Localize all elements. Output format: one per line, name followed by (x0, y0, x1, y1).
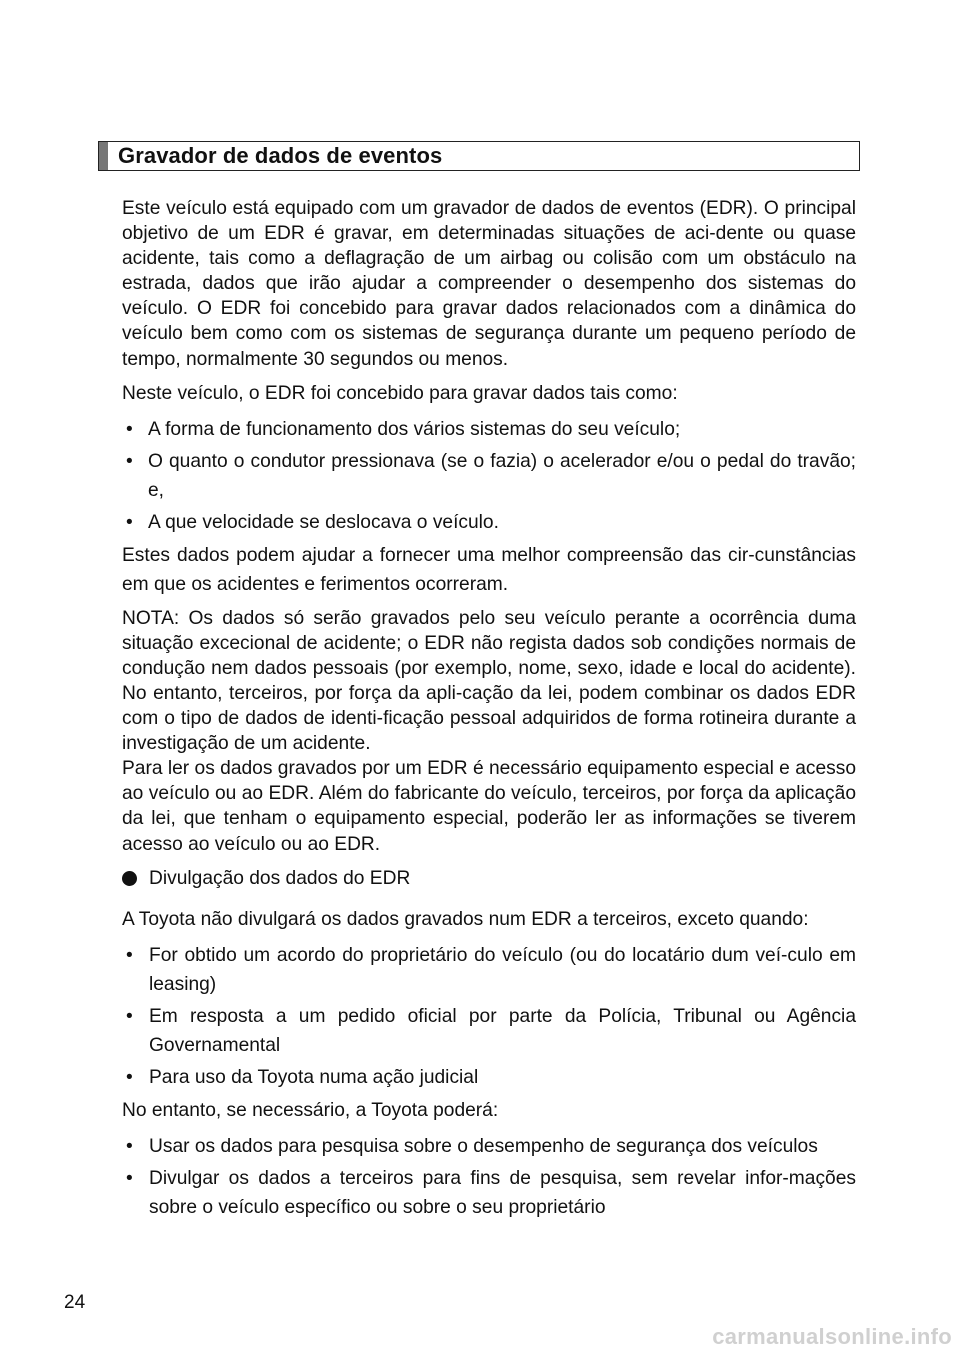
note-paragraph: NOTA: Os dados só serão gravados pelo seu veículo perante a ocorrência duma situação excecional de acidente; o EDR não regista dados sob condições normais de condução nem dados pessoais (por exemplo, nome, sexo, idade e local do acidente). No entanto, terceiros, por força da apli-cação da lei, podem combinar os dados EDR com o tipo de dados de identi-ficação pessoal adquiridos de forma rotineira durante a investigação de um acidente. (122, 607, 856, 755)
section-header (98, 141, 860, 171)
list-item: • A forma de funcionamento dos vários sistemas do seu veículo; (126, 418, 681, 440)
subsection-heading (122, 864, 856, 893)
permitted-items-list (122, 1132, 856, 1222)
help-paragraph: Estes dados podem ajudar a fornecer uma melhor compreensão das cir-cunstâncias em que os acidentes e ferimentos ocorreram. (122, 544, 856, 595)
however-paragraph: No entanto, se necessário, a Toyota poderá: (122, 1099, 499, 1121)
subsection-title: Divulgação dos dados do EDR (149, 867, 411, 889)
designed-paragraph: Neste veículo, o EDR foi concebido para gravar dados tais como: (122, 382, 678, 404)
section-title: Gravador de dados de eventos (118, 143, 443, 168)
watermark: carmanualsonline.info (712, 1324, 952, 1349)
read-paragraph: Para ler os dados gravados por um EDR é necessário equipamento especial e acesso ao veículo ou ao EDR. Além do fabricante do veículo, terceiros, por força da aplicação da lei, que tenham o equipamento especial, poderão ler as informações se tiverem acesso ao veículo ou ao EDR. (122, 758, 856, 855)
disclosure-items-list (122, 941, 856, 1092)
recorded-items-list (122, 415, 856, 537)
list-item: • Em resposta a um pedido oficial por parte da Polícia, Tribunal ou Agência Governamental (126, 1005, 856, 1056)
list-item: • Divulgar os dados a terceiros para fins de pesquisa, sem revelar infor-mações sobre o veículo específico ou sobre o seu proprietário (126, 1167, 856, 1218)
list-item: • For obtido um acordo do proprietário do veículo (ou do locatário dum veí-culo em leasing) (126, 944, 856, 995)
intro-paragraph: Este veículo está equipado com um gravador de dados de eventos (EDR). O principal objetivo de um EDR é gravar, em determinadas situações de aci-dente ou quase acidente, tais como a deflagração de um airbag ou colisão com um obstáculo na estrada, dados que irão ajudar a compreender o desempenho dos sistemas do veículo. O EDR foi concebido para gravar dados relacionados com a dinâmica do veículo bem como com os sistemas de segurança durante um pequeno período de tempo, normalmente 30 segundos ou menos. (122, 198, 856, 370)
content-body (122, 196, 856, 1226)
filled-circle-icon (122, 871, 137, 886)
toyota-paragraph: A Toyota não divulgará os dados gravados num EDR a terceiros, exceto quando: (122, 908, 809, 930)
list-item: • Para uso da Toyota numa ação judicial (126, 1066, 479, 1088)
page-number: 24 (64, 1292, 86, 1313)
list-item: • O quanto o condutor pressionava (se o fazia) o acelerador e/ou o pedal do travão; e, (126, 450, 856, 501)
section-header-bar (99, 142, 108, 170)
list-item: • A que velocidade se deslocava o veículo. (126, 511, 499, 533)
list-item: • Usar os dados para pesquisa sobre o desempenho de segurança dos veículos (126, 1135, 818, 1157)
